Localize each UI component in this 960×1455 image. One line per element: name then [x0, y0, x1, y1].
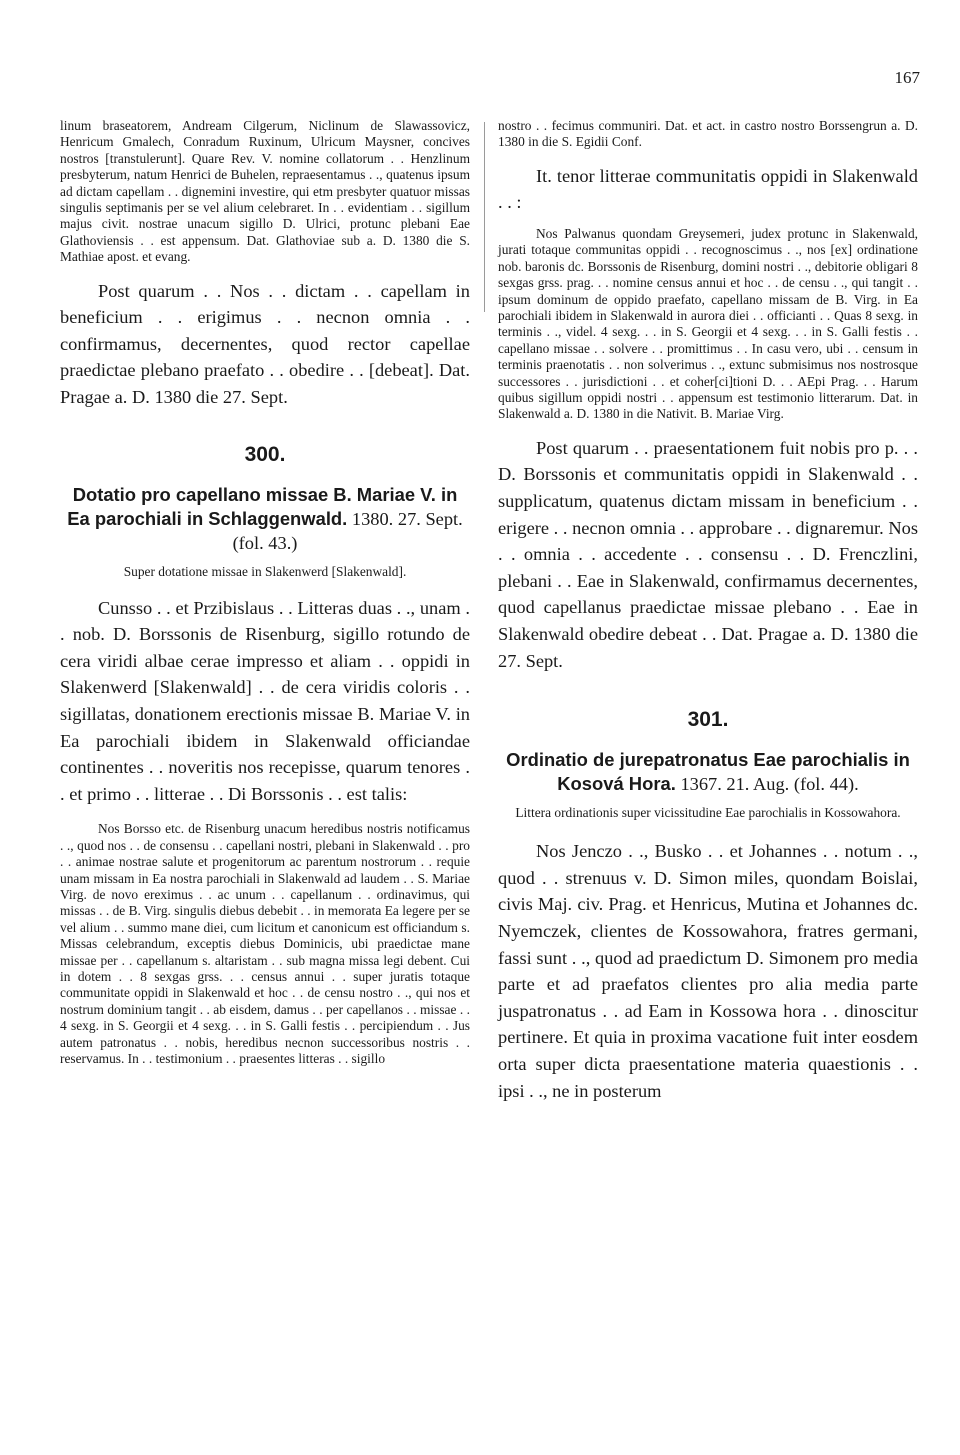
entry-300-subtitle: Super dotatione missae in Slakenwerd [Slakenwald].: [123, 563, 407, 579]
entry-300-number: 300.: [244, 442, 286, 466]
column-rule: [484, 122, 485, 312]
post-quarum-paragraph: Post quarum . . Nos . . dictam . . capellam in beneficium . . erigimus . . necnon omnia . . confirmamus, decernentes, quod rector capellae praedictae plebano praefato . . obedire . . [debeat]. Dat. Pragae a. D. 1380 die 27. Sept.: [60, 280, 470, 408]
post-quarum-paragraph: Post quarum . . praesentationem fuit nobis pro p. . . D. Borssonis et communitatis oppidi in Slakenwald . . supplicatum, quatenus dictam missam in beneficium . . erigere . . necnon omnia . . approbare . . dignaremur. Nos . . omnia . . accedente . . consensu . . D. Frenczlini, plebani . . Eae in Slakenwald, confirmamus decernentes, quod capellanus praedictae missae plebano . . Eae in Slakenwald obedire debeat . . Dat. Pragae a. D. 1380 die 27. Sept.: [498, 437, 918, 671]
entry-301-title: [498, 748, 918, 796]
entry-301-title-heading: Ordinatio de jurepatronatus Eae parochialis in Kosová Hora.: [506, 749, 910, 795]
page-number: 167: [894, 68, 920, 87]
entry-300-title-heading: Dotatio pro capellano missae B. Mariae V. in Ea parochiali in Schlaggenwald.: [67, 483, 458, 529]
entry-301-title-date: 1367. 21. Aug. (fol. 44).: [680, 774, 859, 795]
right-column: [498, 118, 918, 1104]
entry-300-charter-text: Nos Borsso etc. de Risenburg unacum heredibus nostris notificamus . ., quod nos . . de consensu . . capellani nostri, plebani in Slakenwald . . pro . . animae nostrae salute et progenitorum ac parentum nostrorum . . requie unam missam in Ea nostra parochiali in Slakenwald ad laudem . . S. Mariae Virg. de novo ereximus . . ac unum . . capellanum . . ordinavimus, qui missas . . de B. Virg. singulis diebus debebit . . in memorata Ea legere per se vel alium . . summo mane diei, cum licitum et canonicum est officiandum s. Missas celebrandum, exceptis diebus Dominicis, ubi praedictae mane missae per . . capellanum s. altaristam . . sub magna missa legi debent. Cui in dotem . . 8 sexgas grss. . . census annui . . super juratis totaque communitate oppidi in Slakenwald et hoc . . de censu nostro . ., qui nos et nostrum dominium tangit . . ab eisdem, damus . . per capellanos . . missae . . 4 sexg. in S. Georgii et 4 sexg. . . in S. Galli festis . . percipiendum . . Jus autem patronatus . . nobis, heredibus necnon successoribus nostris . . reservamus. In . . testimonium . . praesentes litteras . . sigillo: [60, 821, 470, 1067]
continuation-paragraph: linum braseatorem, Andream Cilgerum, Niclinum de Slawassovicz, Henricum Gmalech, Conradum Ruxinum, Ulricum Maysner, concives nostros [transtulerunt]. Quare Rev. V. nomine collatorum . . Henzlinum presbyterum, natum Henrici de Buhelen, repraesentamus . ., quatenus ipsum ad dictam capellam . . dignemini investire, qui etm presbyter quatuor missas singulis septimanis per se vel alium celebraret. In . . evidentiam . . sigillum majus civit. nostrae unacum sigillo D. Ulrici, protunc plebani Eae Glathoviensis . . est appensum. Dat. Glathoviae sub a. D. 1380 die S. Mathiae apost. et evang.: [60, 118, 470, 265]
charter-text: Nos Palwanus quondam Greysemeri, judex protunc in Slakenwald, jurati totaque communitas oppidi . . recognoscimus . ., nos [ex] ordinatione nob. baronis dc. Borssonis de Risenburg, domini nostri . ., debitorie obligari 8 sexgas grss. prag. . . nomine census annui et hoc . . de censu . ., qui tangit . . ipsum dominum de oppido praefato, capellano missam de B. Virg. in Ea parochiali ibidem in Slakenwald in aurora diei . . officianti . . Quas 8 sexg. in terminis . ., videl. 4 sexg. . . in S. Georgii et 4 sexg. . . in S. Galli festis . . capellano missae . . solvere . . promittimus . . In casu vero, ubi . . censum in terminis praenotatis . . non solverimus . ., extunc submisimus nos nostrosque successores . . jurisdictioni . . et coher[ci]tioni D. . . AEpi Prag. . . Harum quibus sigillum oppidi nostri . . appensum est testimonio litterarum. Dat. in Slakenwald a. D. 1380 in die Nativit. B. Mariae Virg.: [498, 226, 918, 422]
left-column: [60, 118, 470, 1067]
entry-300-title-date: 1380. 27. Sept. (fol. 43.): [232, 508, 463, 553]
entry-300-title: [60, 483, 470, 555]
entry-301-subtitle: Littera ordinationis super vicissitudine Eae parochialis in Kossowahora.: [515, 805, 901, 821]
entry-300-paragraph: Cunsso . . et Przibislaus . . Litteras duas . ., unam . . nob. D. Borssonis de Risenburg, sigillo rotundo de cera viridi albae cerae impresso et aliam . . oppidi in Slakenwerd [Slakenwald] . . de cera viridis coloris . . sigillatas, donationem erectionis missae B. Mariae V. in Ea parochiali ibidem in Slakenwald officiandae continentes . . noveritis nos recepisse, quarum tenores . . et primo . . litterae . . Di Borssonis . . est talis:: [60, 597, 470, 804]
tenor-paragraph: It. tenor litterae communitatis oppidi in Slakenwald . . :: [498, 165, 918, 213]
entry-301-number: 301.: [687, 708, 729, 732]
continuation-paragraph: nostro . . fecimus communiri. Dat. et act. in castro nostro Borssengrun a. D. 1380 in die S. Egidii Conf.: [498, 118, 918, 150]
entry-301-paragraph: Nos Jenczo . ., Busko . . et Johannes . . notum . ., quod . . strenuus v. D. Simon miles, quondam Boislai, civis Maj. civ. Prag. et Henricus, Mutina et Johannes dc. Nyemczek, clientes de Kossowahora, fratres germani, fassi sunt . ., quod ad praedictum D. Simonem pro media parte et ad praefatos clientes pro alia media parte juspatronatus . . ad Eam in Kossowa hora . . dinoscitur pertinere. Et quia in proxima vacatione fuit inter eosdem orta super dicta praesentatione materia quaestionis . . ipsi . ., ne in posterum: [498, 841, 918, 1101]
